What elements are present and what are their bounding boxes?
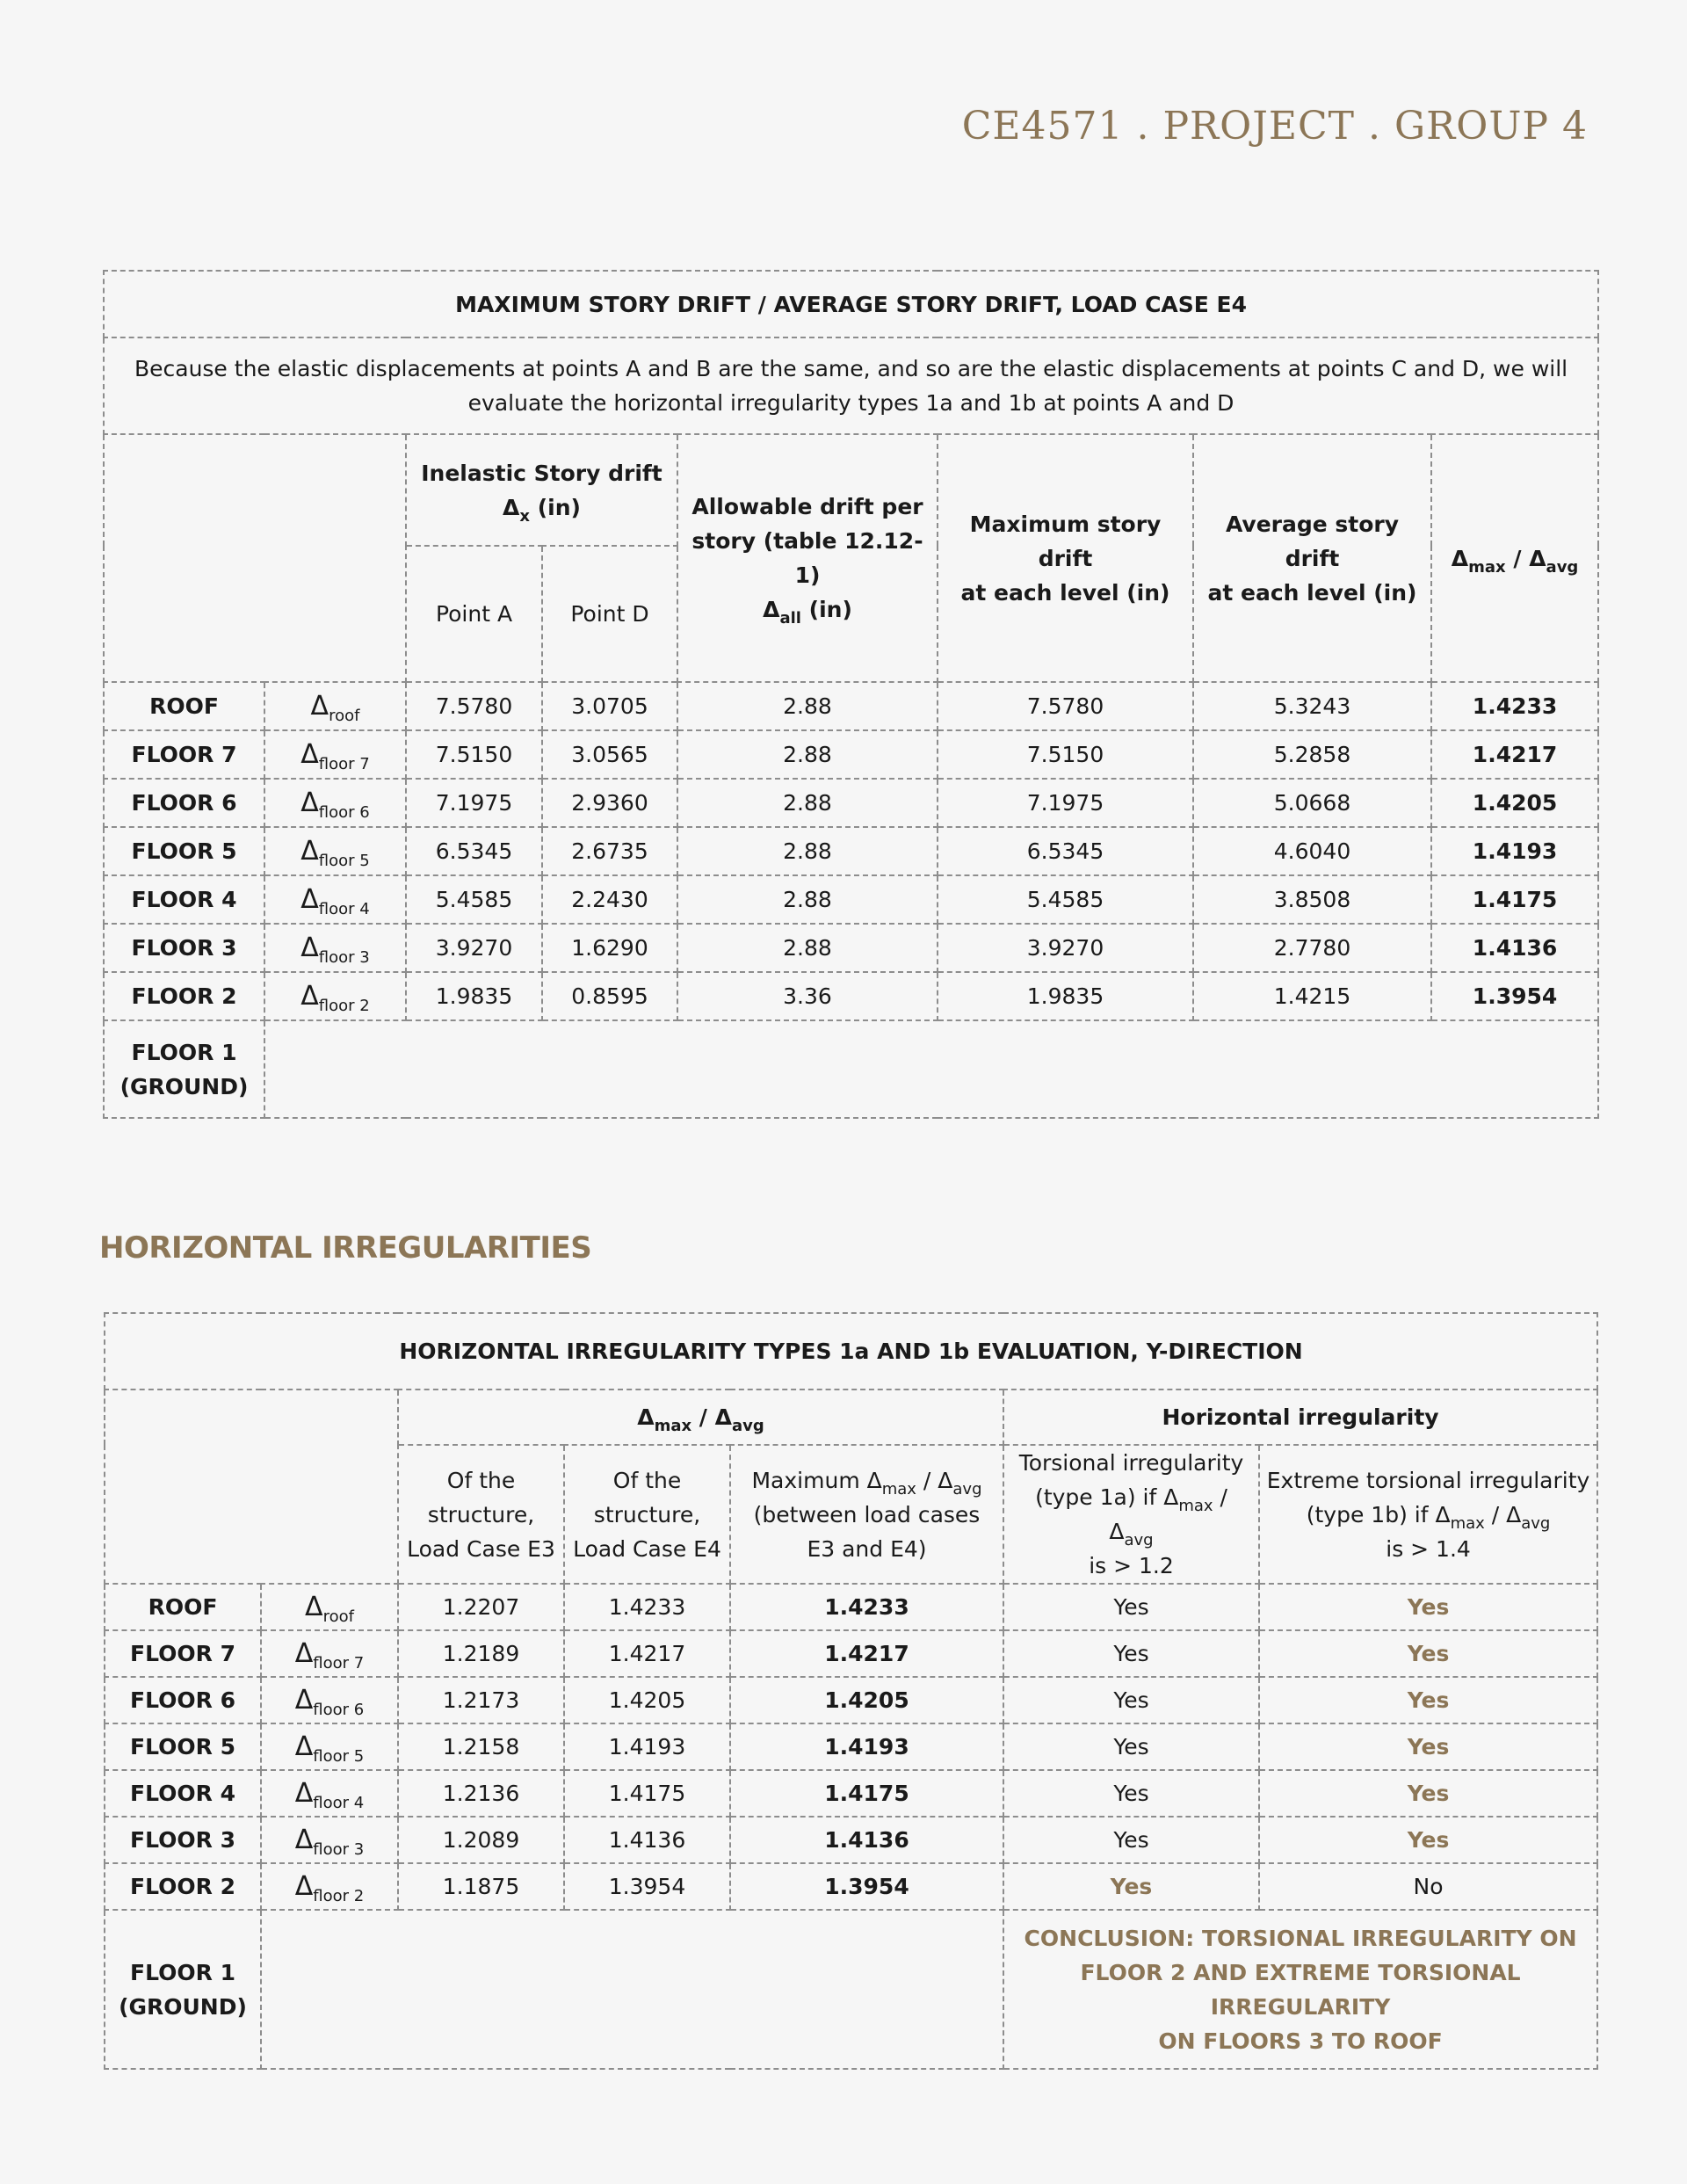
allowable-drift-value: 2.88 [677, 827, 938, 875]
max-ratio-value: 1.4217 [730, 1630, 1003, 1677]
max-drift-value: 7.5780 [938, 682, 1193, 730]
table-title: MAXIMUM STORY DRIFT / AVERAGE STORY DRIFT, LOAD CASE E4 [104, 271, 1598, 337]
max-ratio-value: 1.3954 [730, 1863, 1003, 1910]
delta-subscript: floor 5 [318, 852, 370, 870]
table-row [104, 827, 1598, 875]
allowable-drift-value: 2.88 [677, 730, 938, 779]
level-label: ROOF [104, 682, 264, 730]
delta-symbol: Δ [294, 1871, 314, 1902]
allowable-drift-value: 2.88 [677, 924, 938, 972]
table-row [105, 1584, 1597, 1630]
header-extreme-torsional-irregularity: Extreme torsional irregularity (type 1b) if $\Delta_{max} / \Delta_{avg}$ is > 1.4 [1259, 1445, 1597, 1584]
e3-ratio-value: 1.2158 [398, 1723, 564, 1770]
torsional-irregularity-value: Yes [1003, 1723, 1259, 1770]
delta-symbol: Δ [294, 1731, 314, 1762]
level-delta-symbol [261, 1863, 398, 1910]
delta-symbol: Δ [300, 739, 319, 770]
e4-ratio-value: 1.3954 [564, 1863, 730, 1910]
delta-subscript: floor 5 [313, 1747, 365, 1766]
header-avg-drift: Average story drift at each level (in) [1193, 434, 1431, 682]
ground-level-label: FLOOR 1 (GROUND) [104, 1020, 264, 1118]
max-drift-value: 7.1975 [938, 779, 1193, 827]
extreme-torsional-irregularity-value: No [1259, 1863, 1597, 1910]
header-max-ratio: Maximum $\Delta_{max} / \Delta_{avg}$ (between load cases E3 and E4) [730, 1445, 1003, 1584]
max-ratio-value: 1.4175 [730, 1770, 1003, 1817]
table-row [105, 1677, 1597, 1723]
header-empty-cell [104, 434, 406, 682]
e4-ratio-value: 1.4217 [564, 1630, 730, 1677]
avg-drift-value: 5.3243 [1193, 682, 1431, 730]
section-heading: HORIZONTAL IRREGULARITIES [99, 1230, 592, 1266]
point-a-value: 7.1975 [406, 779, 542, 827]
table-row [105, 1770, 1597, 1817]
delta-symbol: Δ [300, 787, 319, 818]
ratio-value: 1.4205 [1431, 779, 1598, 827]
level-delta-symbol [264, 875, 406, 924]
e3-ratio-value: 1.2089 [398, 1817, 564, 1863]
torsional-irregularity-value: Yes [1003, 1630, 1259, 1677]
table-row [104, 924, 1598, 972]
ratio-value: 1.4175 [1431, 875, 1598, 924]
point-a-value: 1.9835 [406, 972, 542, 1020]
header-ratio: $\Delta_{max} / \Delta_{avg}$ [1431, 434, 1598, 682]
delta-subscript: floor 3 [318, 948, 370, 967]
delta-symbol: Δ [300, 884, 319, 915]
ratio-value: 1.4217 [1431, 730, 1598, 779]
story-drift-table [103, 270, 1599, 1119]
point-d-value: 2.6735 [542, 827, 677, 875]
delta-symbol: Δ [300, 932, 319, 963]
avg-drift-value: 3.8508 [1193, 875, 1431, 924]
max-ratio-value: 1.4205 [730, 1677, 1003, 1723]
e3-ratio-value: 1.2136 [398, 1770, 564, 1817]
level-label: FLOOR 4 [104, 875, 264, 924]
max-drift-value: 6.5345 [938, 827, 1193, 875]
delta-symbol: Δ [300, 836, 319, 867]
table-row [105, 1630, 1597, 1677]
max-ratio-value: 1.4136 [730, 1817, 1003, 1863]
table-title: HORIZONTAL IRREGULARITY TYPES 1a AND 1b EVALUATION, Y-DIRECTION [105, 1313, 1597, 1389]
level-label: ROOF [105, 1584, 261, 1630]
torsional-irregularity-value: Yes [1003, 1677, 1259, 1723]
level-delta-symbol [261, 1584, 398, 1630]
level-delta-symbol [264, 682, 406, 730]
e3-ratio-value: 1.2207 [398, 1584, 564, 1630]
level-label: FLOOR 7 [104, 730, 264, 779]
ground-level-empty [261, 1910, 1003, 2069]
ratio-value: 1.4136 [1431, 924, 1598, 972]
level-delta-symbol [264, 779, 406, 827]
header-horizontal-irregularity: Horizontal irregularity [1003, 1389, 1597, 1445]
e4-ratio-value: 1.4233 [564, 1584, 730, 1630]
extreme-torsional-irregularity-value: Yes [1259, 1584, 1597, 1630]
delta-subscript: floor 2 [318, 997, 370, 1015]
level-label: FLOOR 5 [104, 827, 264, 875]
delta-symbol: Δ [294, 1638, 314, 1669]
max-drift-value: 1.9835 [938, 972, 1193, 1020]
header-max-drift: Maximum story drift at each level (in) [938, 434, 1193, 682]
header-empty-cell [105, 1389, 398, 1584]
torsional-irregularity-value: Yes [1003, 1863, 1259, 1910]
delta-subscript: floor 6 [313, 1701, 365, 1719]
ratio-value: 1.4233 [1431, 682, 1598, 730]
delta-subscript: floor 7 [318, 755, 370, 773]
e4-ratio-value: 1.4136 [564, 1817, 730, 1863]
torsional-irregularity-value: Yes [1003, 1584, 1259, 1630]
avg-drift-value: 2.7780 [1193, 924, 1431, 972]
point-d-value: 1.6290 [542, 924, 677, 972]
level-delta-symbol [264, 827, 406, 875]
level-label: FLOOR 6 [104, 779, 264, 827]
level-delta-symbol [261, 1817, 398, 1863]
level-label: FLOOR 6 [105, 1677, 261, 1723]
delta-subscript: floor 7 [313, 1654, 365, 1672]
point-a-value: 7.5780 [406, 682, 542, 730]
delta-subscript: roof [329, 707, 360, 725]
allowable-drift-value: 2.88 [677, 682, 938, 730]
level-label: FLOOR 2 [105, 1863, 261, 1910]
point-a-value: 3.9270 [406, 924, 542, 972]
delta-subscript: floor 4 [313, 1794, 365, 1812]
point-a-value: 7.5150 [406, 730, 542, 779]
max-ratio-value: 1.4193 [730, 1723, 1003, 1770]
allowable-drift-value: 3.36 [677, 972, 938, 1020]
extreme-torsional-irregularity-value: Yes [1259, 1770, 1597, 1817]
level-delta-symbol [261, 1630, 398, 1677]
allowable-drift-value: 2.88 [677, 779, 938, 827]
delta-subscript: floor 6 [318, 803, 370, 822]
document-header-title: CE4571 . PROJECT . GROUP 4 [961, 104, 1588, 149]
table-row [105, 1723, 1597, 1770]
point-d-value: 3.0565 [542, 730, 677, 779]
e3-ratio-value: 1.1875 [398, 1863, 564, 1910]
header-torsional-irregularity: Torsional irregularity (type 1a) if $\Delta_{max} / \Delta_{avg}$ is > 1.2 [1003, 1445, 1259, 1584]
avg-drift-value: 4.6040 [1193, 827, 1431, 875]
point-a-value: 6.5345 [406, 827, 542, 875]
e4-ratio-value: 1.4205 [564, 1677, 730, 1723]
max-drift-value: 3.9270 [938, 924, 1193, 972]
e4-ratio-value: 1.4193 [564, 1723, 730, 1770]
table-row [105, 1817, 1597, 1863]
avg-drift-value: 5.2858 [1193, 730, 1431, 779]
extreme-torsional-irregularity-value: Yes [1259, 1817, 1597, 1863]
delta-symbol: Δ [294, 1825, 314, 1855]
level-label: FLOOR 5 [105, 1723, 261, 1770]
ratio-value: 1.4193 [1431, 827, 1598, 875]
table-row [104, 682, 1598, 730]
allowable-drift-value: 2.88 [677, 875, 938, 924]
ground-level-label: FLOOR 1 (GROUND) [105, 1910, 261, 2069]
table-note: Because the elastic displacements at points A and B are the same, and so are the elastic displacements at points C and D, we will evaluate the horizontal irregularity types 1a and 1b at points A and D [104, 337, 1598, 434]
torsional-irregularity-value: Yes [1003, 1817, 1259, 1863]
delta-subscript: floor 4 [318, 900, 370, 918]
ratio-value: 1.3954 [1431, 972, 1598, 1020]
point-d-value: 0.8595 [542, 972, 677, 1020]
level-label: FLOOR 7 [105, 1630, 261, 1677]
delta-subscript: roof [322, 1607, 354, 1626]
point-a-value: 5.4585 [406, 875, 542, 924]
level-delta-symbol [264, 972, 406, 1020]
level-delta-symbol [264, 730, 406, 779]
point-d-value: 2.9360 [542, 779, 677, 827]
horizontal-irregularity-table [104, 1312, 1598, 2070]
delta-symbol: Δ [310, 691, 329, 722]
delta-subscript: floor 2 [313, 1887, 365, 1905]
header-point-d: Point D [542, 546, 677, 682]
level-label: FLOOR 3 [104, 924, 264, 972]
level-label: FLOOR 3 [105, 1817, 261, 1863]
delta-symbol: Δ [305, 1592, 323, 1622]
level-delta-symbol [261, 1723, 398, 1770]
delta-subscript: floor 3 [313, 1840, 365, 1859]
max-ratio-value: 1.4233 [730, 1584, 1003, 1630]
table-row [104, 972, 1598, 1020]
torsional-irregularity-value: Yes [1003, 1770, 1259, 1817]
table-row [104, 730, 1598, 779]
avg-drift-value: 5.0668 [1193, 779, 1431, 827]
e4-ratio-value: 1.4175 [564, 1770, 730, 1817]
conclusion-text: CONCLUSION: TORSIONAL IRREGULARITY ON FLOOR 2 AND EXTREME TORSIONAL IRREGULARITY ON FLOORS 3 TO ROOF [1003, 1910, 1597, 2069]
header-load-case-e4: Of the structure, Load Case E4 [564, 1445, 730, 1584]
max-drift-value: 7.5150 [938, 730, 1193, 779]
header-allowable-drift: Allowable drift per story (table 12.12-1) $\Delta_{all}$ (in) [677, 434, 938, 682]
extreme-torsional-irregularity-value: Yes [1259, 1630, 1597, 1677]
e3-ratio-value: 1.2173 [398, 1677, 564, 1723]
delta-symbol: Δ [294, 1778, 314, 1809]
extreme-torsional-irregularity-value: Yes [1259, 1723, 1597, 1770]
header-point-a: Point A [406, 546, 542, 682]
point-d-value: 2.2430 [542, 875, 677, 924]
level-delta-symbol [261, 1770, 398, 1817]
table-row [104, 875, 1598, 924]
level-delta-symbol [264, 924, 406, 972]
delta-symbol: Δ [294, 1685, 314, 1716]
point-d-value: 3.0705 [542, 682, 677, 730]
level-label: FLOOR 2 [104, 972, 264, 1020]
header-inelastic-drift: Inelastic Story drift $\Delta_x$ (in) [406, 434, 677, 546]
header-ratio-group: $\Delta_{max} / \Delta_{avg}$ [398, 1389, 1003, 1445]
level-label: FLOOR 4 [105, 1770, 261, 1817]
e3-ratio-value: 1.2189 [398, 1630, 564, 1677]
delta-symbol: Δ [300, 981, 319, 1012]
table-row [104, 779, 1598, 827]
extreme-torsional-irregularity-value: Yes [1259, 1677, 1597, 1723]
level-delta-symbol [261, 1677, 398, 1723]
header-load-case-e3: Of the structure, Load Case E3 [398, 1445, 564, 1584]
ground-level-empty [264, 1020, 1598, 1118]
max-drift-value: 5.4585 [938, 875, 1193, 924]
avg-drift-value: 1.4215 [1193, 972, 1431, 1020]
table-row [105, 1863, 1597, 1910]
